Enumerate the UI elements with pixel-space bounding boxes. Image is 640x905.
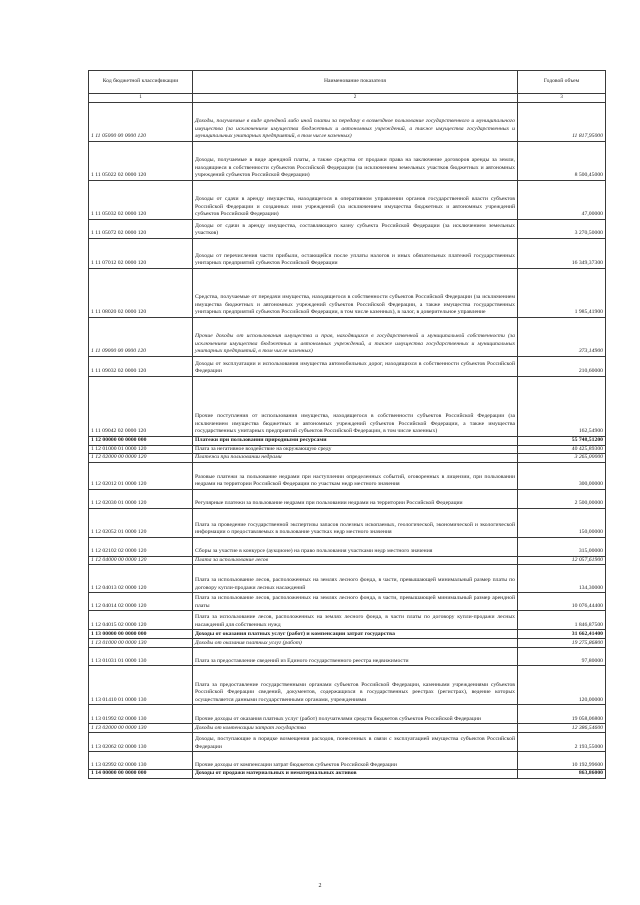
table-row <box>89 462 606 489</box>
description-cell: Разовые платежи за пользование недрами при наступлении определенных событий, оговоренных в лицензии, при пользовании недрами на территории Российской Федерации по участкам недр местного значения <box>193 462 518 489</box>
code-cell: 1 13 00000 00 0000 000 <box>89 630 193 639</box>
table-row <box>89 445 606 454</box>
description-cell: Плата за использование лесов, расположенных на землях лесного фонда, в части, превышающей минимальный размер платы по договору купли-продажи лесных насаждений <box>193 565 518 593</box>
table-row <box>89 181 606 220</box>
description-cell: Плата за использование лесов, расположенных на землях лесного фонда, в части, превышающей минимальный размер арендной платы <box>193 593 518 611</box>
code-cell: 1 13 01992 02 0000 130 <box>89 705 193 724</box>
amount-cell: 10 076,44400 <box>518 593 606 611</box>
amount-cell: 12 386,54600 <box>518 724 606 733</box>
amount-cell: 19 275,86800 <box>518 639 606 648</box>
table-row <box>89 565 606 593</box>
amount-cell: 16 349,37300 <box>518 239 606 269</box>
code-cell: 1 11 05032 02 0000 120 <box>89 181 193 220</box>
column-number-1: 1 <box>89 94 193 103</box>
description-cell: Платежи при пользовании недрами <box>193 454 518 463</box>
code-cell: 1 12 04000 00 0000 120 <box>89 556 193 565</box>
code-cell: 1 12 04015 02 0000 120 <box>89 611 193 630</box>
description-cell: Плата за предоставление сведений из Единого государственного реестра недвижимости <box>193 648 518 666</box>
table-row <box>89 705 606 724</box>
code-cell: 1 13 01031 01 0000 130 <box>89 648 193 666</box>
description-cell: Доходы от компенсации затрат государства <box>193 724 518 733</box>
table-row <box>89 142 606 181</box>
column-number-row <box>89 94 606 103</box>
code-cell: 1 11 05072 02 0000 120 <box>89 220 193 239</box>
column-number-3: 3 <box>518 94 606 103</box>
table-row <box>89 724 606 733</box>
description-cell: Доходы от сдачи в аренду имущества, находящегося в оперативном управлении органов государственной власти субъектов Российской Федерации и созданных ими учреждений (за исключением имущества бюджетных и автономных учреждений субъектов Российской Федерации) <box>193 181 518 220</box>
code-cell: 1 11 08020 02 0000 120 <box>89 269 193 318</box>
amount-cell: 134,30000 <box>518 565 606 593</box>
table-row <box>89 489 606 508</box>
amount-cell: 40 425,89300 <box>518 445 606 454</box>
code-cell: 1 12 00000 00 0000 000 <box>89 437 193 446</box>
amount-cell: 3 270,50000 <box>518 220 606 239</box>
amount-cell: 2 193,55000 <box>518 733 606 752</box>
table-row <box>89 377 606 437</box>
description-cell: Прочие доходы от компенсации затрат бюджетов субъектов Российской Федерации <box>193 752 518 770</box>
code-cell: 1 12 01000 01 0000 120 <box>89 445 193 454</box>
code-cell: 1 12 04014 02 0000 120 <box>89 593 193 611</box>
description-cell: Платежи при пользовании природными ресурсами <box>193 437 518 446</box>
table-row <box>89 666 606 705</box>
code-cell: 1 12 02052 01 0000 120 <box>89 508 193 537</box>
table-row <box>89 639 606 648</box>
description-cell: Прочие доходы от использования имущества и прав, находящихся в государственной и муниципальной собственности (за исключением имущества бюджетных и автономных учреждений, а также имущества государственных и муниципальных унитарных предприятий, в том числе казенных) <box>193 318 518 357</box>
amount-cell: 210,60000 <box>518 357 606 377</box>
amount-cell: 8 500,45000 <box>518 142 606 181</box>
code-cell: 1 11 05022 02 0000 120 <box>89 142 193 181</box>
table-row <box>89 508 606 537</box>
code-cell: 1 11 05000 00 0000 120 <box>89 103 193 142</box>
amount-cell: 19 058,06800 <box>518 705 606 724</box>
description-cell: Доходы от оказания платных услуг (работ) и компенсации затрат государства <box>193 630 518 639</box>
description-cell: Плата за предоставление государственными органами субъектов Российской Федерации, казенными учреждениями субъектов Российской Федерации сведений, документов, содержащихся в государственных реестрах (регистрах), ведение которых осуществляется данными государственными органами, учреждениями <box>193 666 518 705</box>
table-row <box>89 733 606 752</box>
amount-cell: 162,54900 <box>518 377 606 437</box>
code-cell: 1 13 02992 02 0000 130 <box>89 752 193 770</box>
code-cell: 1 12 04013 02 0000 120 <box>89 565 193 593</box>
table-row <box>89 593 606 611</box>
table-row <box>89 630 606 639</box>
amount-cell: 55 748,51200 <box>518 437 606 446</box>
amount-cell: 1 985,41900 <box>518 269 606 318</box>
code-cell: 1 11 09032 02 0000 120 <box>89 357 193 377</box>
description-cell: Доходы, поступающие в порядке возмещения расходов, понесенных в связи с эксплуатацией имущества субъектов Российской Федерации <box>193 733 518 752</box>
table-row <box>89 269 606 318</box>
amount-cell: 97,80000 <box>518 648 606 666</box>
code-cell: 1 11 09000 00 0000 120 <box>89 318 193 357</box>
description-cell: Доходы, получаемые в виде арендной платы, а также средства от продажи права на заключение договоров аренды за земли, находящиеся в собственности субъектов Российской Федерации (за исключением земельных участков бюджетных и автономных учреждений субъектов Российской Федерации) <box>193 142 518 181</box>
budget-revenue-table-container <box>88 70 605 779</box>
table-row <box>89 357 606 377</box>
description-cell: Доходы от продажи материальных и нематериальных активов <box>193 770 518 779</box>
table-row <box>89 220 606 239</box>
amount-cell: 1 846,87500 <box>518 611 606 630</box>
description-cell: Доходы от эксплуатации и использования имущества автомобильных дорог, находящихся в собственности субъектов Российской Федерации <box>193 357 518 377</box>
amount-cell: 150,00000 <box>518 508 606 537</box>
amount-cell: 2 500,00000 <box>518 489 606 508</box>
description-cell: Регулярные платежи за пользование недрами при пользовании недрами на территории Российской Федерации <box>193 489 518 508</box>
table-row <box>89 752 606 770</box>
amount-cell: 11 817,95000 <box>518 103 606 142</box>
page-number: 2 <box>318 883 322 889</box>
description-cell: Доходы, получаемые в виде арендной либо иной платы за передачу в возмездное пользование государственного и муниципального имущества (за исключением имущества бюджетных и автономных учреждений, а также имущества государственных и муниципальных унитарных предприятий, в том числе казенных) <box>193 103 518 142</box>
column-number-2: 2 <box>193 94 518 103</box>
table-row <box>89 103 606 142</box>
code-cell: 1 12 02102 02 0000 120 <box>89 537 193 556</box>
code-cell: 1 13 02000 00 0000 130 <box>89 724 193 733</box>
description-cell: Плата за использование лесов, расположенных на землях лесного фонда, в части платы по договору купли-продажи лесных насаждений для собственных нужд <box>193 611 518 630</box>
amount-cell: 12 057,61900 <box>518 556 606 565</box>
amount-cell: 373,14900 <box>518 318 606 357</box>
description-cell: Сборы за участие в конкурсе (аукционе) на право пользования участками недр местного значения <box>193 537 518 556</box>
amount-cell: 31 662,41400 <box>518 630 606 639</box>
code-cell: 1 13 01410 01 0000 130 <box>89 666 193 705</box>
budget-revenue-table <box>88 70 606 779</box>
code-cell: 1 11 07012 02 0000 120 <box>89 239 193 269</box>
table-row <box>89 556 606 565</box>
amount-cell: 3 265,00000 <box>518 454 606 463</box>
table-row <box>89 318 606 357</box>
table-row <box>89 454 606 463</box>
description-cell: Доходы от оказания платных услуг (работ) <box>193 639 518 648</box>
code-cell: 1 12 02012 01 0000 120 <box>89 462 193 489</box>
code-cell: 1 13 02062 02 0000 130 <box>89 733 193 752</box>
table-row <box>89 239 606 269</box>
amount-cell: 863,86000 <box>518 770 606 779</box>
code-cell: 1 12 02000 00 0000 120 <box>89 454 193 463</box>
amount-cell: 47,00000 <box>518 181 606 220</box>
header-row <box>89 71 606 94</box>
header-amount: Годовой объем <box>518 71 606 94</box>
table-row <box>89 648 606 666</box>
amount-cell: 120,00000 <box>518 666 606 705</box>
description-cell: Доходы от перечисления части прибыли, остающейся после уплаты налогов и иных обязательных платежей государственных унитарных предприятий субъектов Российской Федерации <box>193 239 518 269</box>
code-cell: 1 14 00000 00 0000 000 <box>89 770 193 779</box>
code-cell: 1 11 09042 02 0000 120 <box>89 377 193 437</box>
header-name: Наименование показателя <box>193 71 518 94</box>
description-cell: Прочие поступления от использования имущества, находящегося в собственности субъектов Российской Федерации (за исключением имущества бюджетных и автономных учреждений субъектов Российской Федерации, а также имущества государственных унитарных предприятий субъектов Российской Федерации, в том числе казенных) <box>193 377 518 437</box>
description-cell: Прочие доходы от оказания платных услуг (работ) получателями средств бюджетов субъектов Российской Федерации <box>193 705 518 724</box>
header-code: Код бюджетной классификации <box>89 71 193 94</box>
description-cell: Средства, получаемые от передачи имущества, находящегося в собственности субъектов Российской Федерации (за исключением имущества бюджетных и автономных учреждений субъектов Российской Федерации, а также имущества государственных унитарных предприятий субъектов Российской Федерации, в том числе казенных), в залог, в доверительное управление <box>193 269 518 318</box>
code-cell: 1 12 02030 01 0000 120 <box>89 489 193 508</box>
table-row <box>89 770 606 779</box>
table-row <box>89 537 606 556</box>
description-cell: Плата за использование лесов <box>193 556 518 565</box>
description-cell: Плата за негативное воздействие на окружающую среду <box>193 445 518 454</box>
table-row <box>89 611 606 630</box>
description-cell: Плата за проведение государственной экспертизы запасов полезных ископаемых, геологической, экономической и экологической информации о предоставляемых в пользование участках недр местного значения <box>193 508 518 537</box>
description-cell: Доходы от сдачи в аренду имущества, составляющего казну субъекта Российской Федерации (за исключением земельных участков) <box>193 220 518 239</box>
amount-cell: 10 192,99600 <box>518 752 606 770</box>
amount-cell: 300,00000 <box>518 462 606 489</box>
amount-cell: 315,00000 <box>518 537 606 556</box>
code-cell: 1 13 01000 00 0000 130 <box>89 639 193 648</box>
table-row <box>89 437 606 446</box>
